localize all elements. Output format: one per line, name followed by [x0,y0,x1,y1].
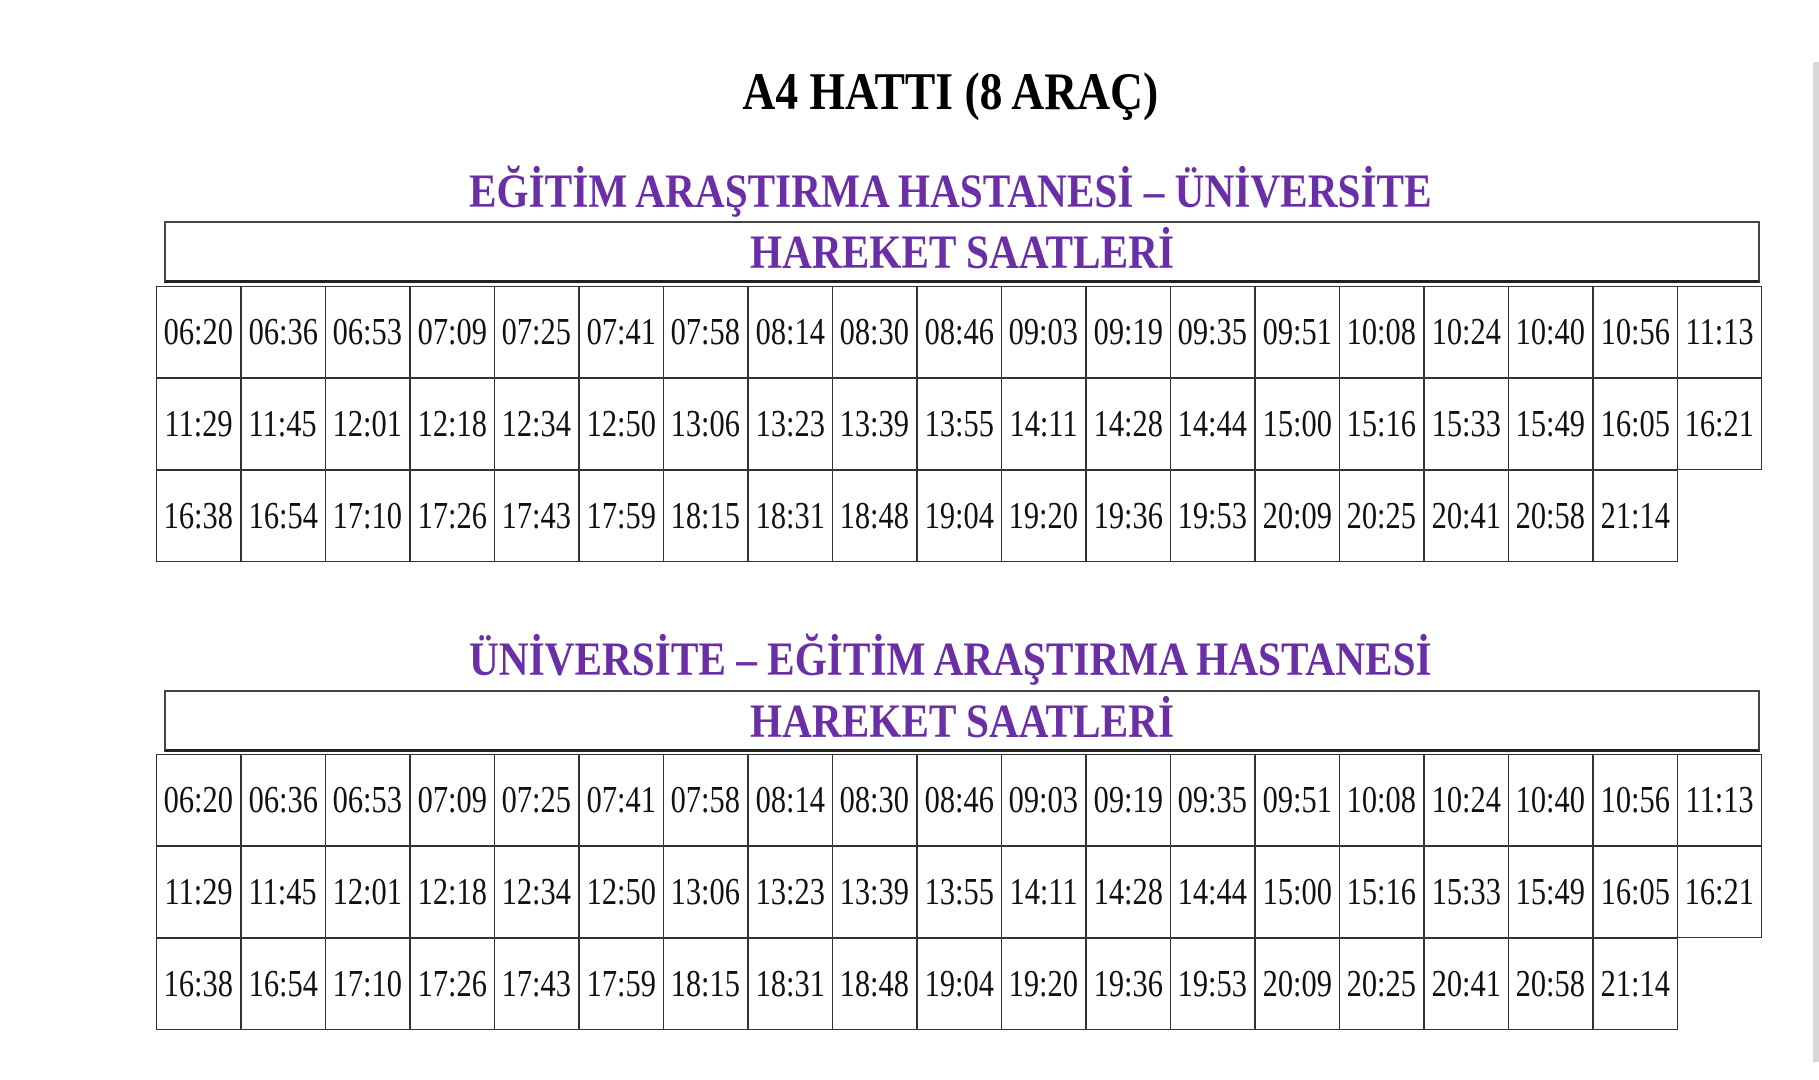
departure-time-cell [1508,286,1593,378]
departure-time-cell [1593,754,1678,846]
departure-time-cell [156,378,241,470]
departure-time: 21:14 [1600,495,1670,537]
departure-time: 09:19 [1093,311,1163,353]
departure-time: 12:34 [501,871,572,913]
departure-time: 07:25 [501,311,572,353]
departure-time-cell [1255,470,1340,562]
departure-time-cell [241,286,326,378]
departure-time-cell [832,470,917,562]
departure-time-cell [1170,938,1255,1030]
departure-time-cell [579,470,664,562]
departure-time-cell [1001,754,1086,846]
departure-time: 06:53 [332,779,403,821]
departure-time: 18:48 [839,495,910,537]
departure-time-cell [748,286,833,378]
scrollbar[interactable] [1813,62,1819,1062]
route-title-outbound: EĞİTİM ARAŞTIRMA HASTANESİ – ÜNİVERSİTE [468,165,1432,218]
departure-time-cell [1593,378,1678,470]
departure-time-cell [1508,754,1593,846]
departure-time: 10:24 [1431,779,1501,821]
departure-time-cell [748,470,833,562]
departure-time-cell [325,470,410,562]
departure-time: 18:31 [755,495,825,537]
departure-time: 07:41 [586,311,656,353]
departure-time: 15:00 [1262,403,1332,445]
departure-time-cell [410,846,495,938]
departure-time: 10:56 [1600,779,1670,821]
departure-time-cell [1339,846,1424,938]
departure-time-cell [832,938,917,1030]
departure-time-cell [241,938,326,1030]
departure-time-cell [1001,378,1086,470]
departure-time-cell [325,938,410,1030]
departure-time-cell [1001,938,1086,1030]
departure-time-cell [1593,938,1678,1030]
departure-time-cell [1593,470,1678,562]
departure-time-cell [1508,470,1593,562]
departure-time: 10:56 [1600,311,1670,353]
departure-time-cell [1677,286,1762,378]
departure-time: 09:51 [1262,779,1332,821]
departure-time: 10:08 [1346,779,1417,821]
departure-time: 13:06 [670,871,741,913]
departure-time: 15:00 [1262,871,1332,913]
departure-time-cell [1170,754,1255,846]
departure-time: 20:58 [1515,495,1586,537]
departure-time: 20:09 [1262,495,1332,537]
departure-time-cell [1593,286,1678,378]
departure-time: 19:53 [1177,495,1248,537]
departure-time-cell [241,846,326,938]
departure-time: 19:36 [1093,963,1163,1005]
departure-time: 09:35 [1177,311,1248,353]
departure-time-cell [1086,846,1171,938]
departure-time: 17:43 [501,963,572,1005]
departure-time: 13:06 [670,403,741,445]
departure-time-cell [832,378,917,470]
departure-time-cell [579,378,664,470]
departure-time-cell [156,470,241,562]
departure-time: 10:40 [1515,779,1586,821]
departure-time-cell [1255,754,1340,846]
departure-time: 06:36 [248,311,318,353]
departure-time-cell [917,754,1002,846]
departure-time: 10:40 [1515,311,1586,353]
departure-time-cell [1255,286,1340,378]
departure-time: 14:11 [1009,403,1078,445]
departure-time: 17:43 [501,495,572,537]
departure-time-cell [917,470,1002,562]
departure-time: 09:19 [1093,779,1163,821]
departure-time: 08:14 [755,779,825,821]
departure-time: 10:08 [1346,311,1417,353]
departure-time: 09:03 [1008,779,1079,821]
departure-time-cell [1001,286,1086,378]
departure-time: 18:15 [670,495,741,537]
departure-time: 13:55 [924,871,994,913]
departure-time: 13:55 [924,403,994,445]
departure-time-cell [1086,754,1171,846]
departure-time: 20:41 [1431,495,1501,537]
departure-time-cell [832,754,917,846]
departure-time-cell [1170,470,1255,562]
schedule-header-label: HAREKET SAATLERİ [749,695,1175,748]
departure-time: 15:49 [1515,403,1586,445]
departure-time: 11:13 [1685,311,1754,353]
departure-time-cell [748,754,833,846]
departure-time-cell [241,470,326,562]
departure-time: 20:09 [1262,963,1332,1005]
departure-time: 12:50 [586,403,656,445]
departure-time-cell [1339,938,1424,1030]
departure-time: 20:25 [1346,495,1417,537]
departure-time: 12:18 [417,403,487,445]
departure-time-cell [410,938,495,1030]
departure-time-cell [410,754,495,846]
departure-time-cell [663,470,748,562]
departure-time: 14:28 [1093,403,1163,445]
departure-time: 06:20 [163,311,234,353]
departure-time: 08:30 [839,779,910,821]
departure-time: 20:41 [1431,963,1501,1005]
departure-time-cell [325,846,410,938]
departure-time: 11:29 [164,403,233,445]
departure-time-cell [579,846,664,938]
departure-time: 07:09 [417,779,487,821]
departure-time: 19:04 [924,495,994,537]
route-title-return: ÜNİVERSİTE – EĞİTİM ARAŞTIRMA HASTANESİ [468,633,1432,686]
departure-time-cell [494,378,579,470]
departure-time: 14:44 [1177,871,1248,913]
departure-time: 09:51 [1262,311,1332,353]
departure-time: 16:54 [248,495,318,537]
departure-time-cell [1677,754,1762,846]
departure-time: 21:14 [1600,963,1670,1005]
departure-time: 11:29 [164,871,233,913]
departure-time: 13:23 [755,871,825,913]
departure-time: 19:20 [1008,495,1079,537]
departure-time: 08:46 [924,779,994,821]
departure-time: 14:28 [1093,871,1163,913]
departure-time: 15:33 [1431,871,1501,913]
departure-time: 15:16 [1346,403,1417,445]
departure-time: 17:26 [417,963,487,1005]
departure-time: 13:39 [839,403,910,445]
departure-time-cell [325,286,410,378]
departure-time: 14:11 [1009,871,1078,913]
departure-time: 06:53 [332,311,403,353]
departure-time-cell [663,378,748,470]
departure-time: 07:58 [670,311,741,353]
departure-time: 07:25 [501,779,572,821]
departure-time-cell [1339,470,1424,562]
departure-time-cell [156,938,241,1030]
departure-time: 13:39 [839,871,910,913]
departure-time: 06:36 [248,779,318,821]
departure-time-cell [1170,378,1255,470]
departure-time-cell [1339,378,1424,470]
departure-time: 12:01 [332,871,403,913]
departure-time: 16:21 [1684,403,1755,445]
departure-time-cell [1424,938,1509,1030]
departure-time-cell [832,846,917,938]
departure-time-cell [1677,846,1762,938]
departure-time-cell [325,378,410,470]
departure-time-cell [1424,286,1509,378]
departure-time-cell [1001,470,1086,562]
departure-time-cell [1001,846,1086,938]
departure-time-cell [1593,846,1678,938]
departure-time-cell [917,378,1002,470]
schedule-header-return [164,690,1760,752]
departure-time: 19:53 [1177,963,1248,1005]
departure-time-cell [325,754,410,846]
departure-time-cell [917,286,1002,378]
departure-time: 18:31 [755,963,825,1005]
departure-time: 16:21 [1684,871,1755,913]
departure-time-cell [1424,470,1509,562]
departure-time-cell [1677,378,1762,470]
departure-time-cell [494,846,579,938]
departure-time: 16:38 [163,495,234,537]
departure-time-cell [917,846,1002,938]
departure-time: 17:10 [332,963,403,1005]
departure-time-cell [1508,938,1593,1030]
departure-time-cell [748,846,833,938]
departure-time: 15:33 [1431,403,1501,445]
departure-time: 07:09 [417,311,487,353]
departure-time-cell [156,286,241,378]
departure-time: 13:23 [755,403,825,445]
departure-time: 11:45 [248,871,318,913]
departure-time: 16:05 [1600,871,1670,913]
departure-time-cell [1086,286,1171,378]
departure-time-cell [410,286,495,378]
departure-time-cell [241,378,326,470]
schedule-header-label: HAREKET SAATLERİ [749,226,1175,279]
departure-time: 17:10 [332,495,403,537]
departure-time-cell [1508,846,1593,938]
departure-time-cell [663,938,748,1030]
departure-time-cell [1170,286,1255,378]
departure-time: 12:50 [586,871,656,913]
departure-time-cell [579,286,664,378]
departure-time-cell [1170,846,1255,938]
departure-time-cell [579,938,664,1030]
departure-time: 16:05 [1600,403,1670,445]
departure-time: 12:18 [417,871,487,913]
departure-time: 07:58 [670,779,741,821]
departure-time: 09:35 [1177,779,1248,821]
departure-time-cell [1508,378,1593,470]
departure-time-cell [917,938,1002,1030]
departure-time-cell [494,754,579,846]
departure-time: 08:14 [755,311,825,353]
departure-time: 14:44 [1177,403,1248,445]
departure-time-cell [156,846,241,938]
departure-time-cell [832,286,917,378]
departure-time: 12:34 [501,403,572,445]
departure-time-cell [1339,754,1424,846]
departure-time: 15:49 [1515,871,1586,913]
departure-time-cell [663,754,748,846]
departure-time: 07:41 [586,779,656,821]
departure-time-cell [663,286,748,378]
departure-time-cell [241,754,326,846]
departure-time: 10:24 [1431,311,1501,353]
departure-time: 08:30 [839,311,910,353]
departure-time-cell [1424,378,1509,470]
departure-time-cell [1086,378,1171,470]
departure-time-cell [494,938,579,1030]
departure-time-cell [579,754,664,846]
departure-time-cell [1424,754,1509,846]
departure-time-cell [1255,846,1340,938]
departure-time-cell [1086,938,1171,1030]
departure-time: 20:25 [1346,963,1417,1005]
departure-time: 11:45 [248,403,318,445]
departure-time: 09:03 [1008,311,1079,353]
departure-time-cell [1255,938,1340,1030]
departure-time-cell [1424,846,1509,938]
departure-time: 19:04 [924,963,994,1005]
departure-time: 16:38 [163,963,234,1005]
departure-time-cell [494,470,579,562]
departure-time: 16:54 [248,963,318,1005]
departure-time: 06:20 [163,779,234,821]
departure-time: 17:59 [586,495,656,537]
departure-time: 19:36 [1093,495,1163,537]
departure-time: 17:59 [586,963,656,1005]
departure-time: 18:15 [670,963,741,1005]
departure-time: 08:46 [924,311,994,353]
departure-time-cell [410,378,495,470]
departure-time: 12:01 [332,403,403,445]
departure-time-cell [1086,470,1171,562]
page-title: A4 HATTI (8 ARAÇ) [742,63,1159,121]
departure-time-cell [494,286,579,378]
departure-time-cell [1255,378,1340,470]
departure-time: 18:48 [839,963,910,1005]
departure-time: 20:58 [1515,963,1586,1005]
departure-time-cell [410,470,495,562]
departure-time: 11:13 [1685,779,1754,821]
schedule-header-outbound [164,221,1760,283]
departure-time-cell [748,938,833,1030]
departure-time: 19:20 [1008,963,1079,1005]
departure-time-cell [748,378,833,470]
departure-time: 15:16 [1346,871,1417,913]
departure-time-cell [156,754,241,846]
departure-time-cell [1339,286,1424,378]
departure-time-cell [663,846,748,938]
departure-time: 17:26 [417,495,487,537]
